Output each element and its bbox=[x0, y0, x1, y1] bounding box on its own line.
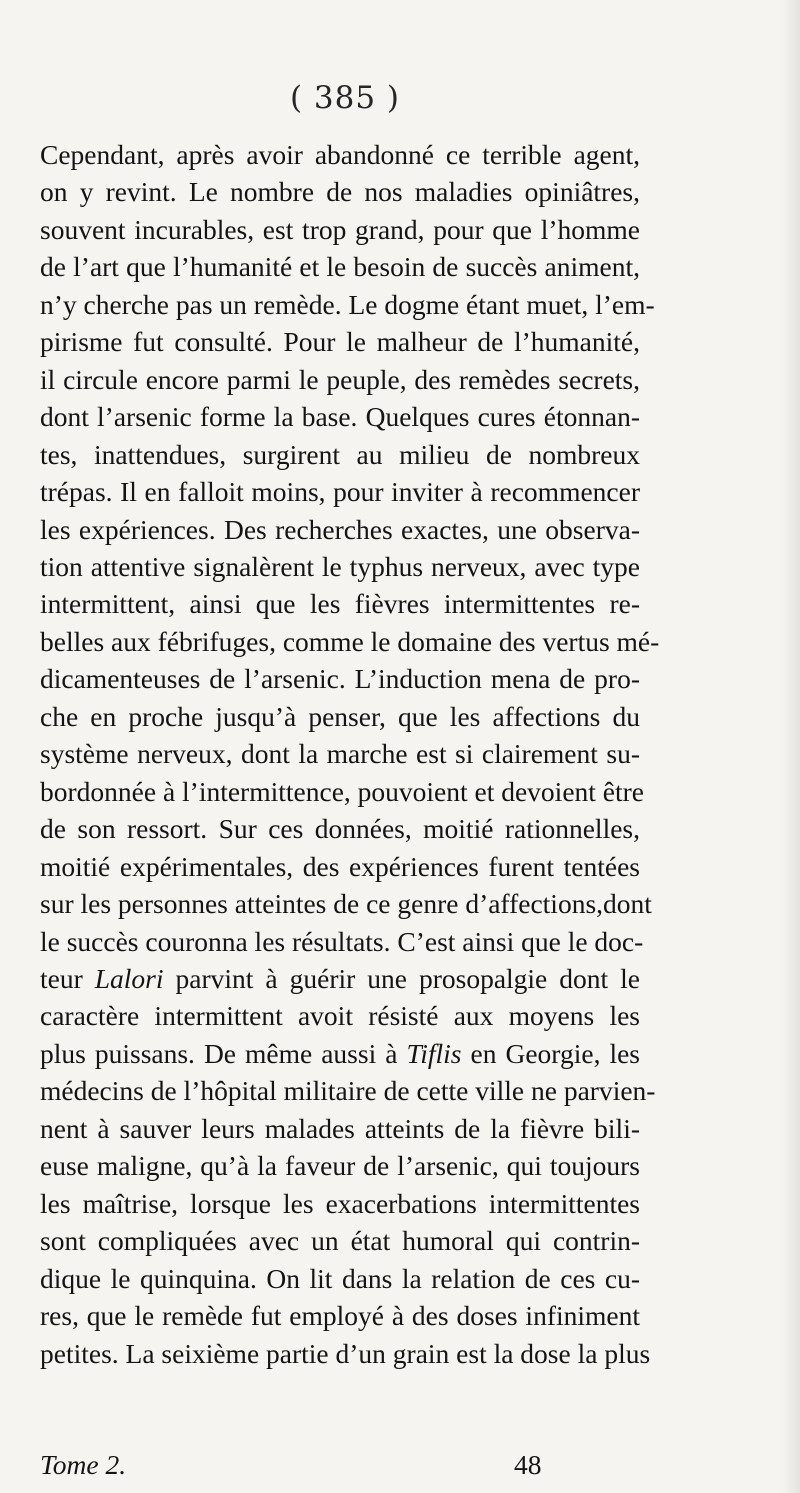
italic-name: Tiflis bbox=[406, 1037, 462, 1069]
text-line: médecins de l’hôpital militaire de cette ville ne parvien- bbox=[40, 1075, 656, 1107]
text-line: tes, inattendues, surgirent au milieu de nombreux bbox=[40, 438, 640, 470]
signature-mark: 48 bbox=[514, 1449, 542, 1480]
italic-name: Lalori bbox=[94, 962, 164, 994]
text-line: petites. La seixième partie d’un grain est la dose la plus bbox=[40, 1337, 651, 1369]
body-text bbox=[40, 136, 660, 1372]
text-line: dique le quinquina. On lit dans la relation de ces cu- bbox=[40, 1262, 640, 1294]
text-line: sur les personnes atteintes de ce genre d’affections,dont bbox=[40, 888, 652, 920]
text-line: on y revint. Le nombre de nos maladies opiniâtres, bbox=[40, 176, 640, 208]
text-line: che en proche jusqu’à penser, que les affections du bbox=[40, 700, 640, 732]
text-line: res, que le remède fut employé à des doses infiniment bbox=[40, 1300, 640, 1332]
text-line: caractère intermittent avoit résisté aux moyens les bbox=[40, 1000, 640, 1032]
text-line: n’y cherche pas un remède. Le dogme étant muet, l’em- bbox=[40, 288, 655, 320]
text-line: nent à sauver leurs malades atteints de la fièvre bili- bbox=[40, 1112, 640, 1144]
text-line: de l’art que l’humanité et le besoin de succès animent, bbox=[40, 251, 640, 283]
text-line: système nerveux, dont la marche est si clairement su- bbox=[40, 738, 640, 770]
text-line: bordonnée à l’intermittence, pouvoient et devoient être bbox=[40, 775, 645, 807]
text-line: de son ressort. Sur ces données, moitié rationnelles, bbox=[40, 813, 640, 845]
text-line: moitié expérimentales, des expériences furent tentées bbox=[40, 850, 640, 882]
text-line: pirisme fut consulté. Pour le malheur de l’humanité, bbox=[40, 326, 640, 358]
text-line: euse maligne, qu’à la faveur de l’arsenic, qui toujours bbox=[40, 1150, 640, 1182]
text-line: teur Lalori parvint à guérir une prosopalgie dont le bbox=[40, 962, 640, 994]
text-line: belles aux fébrifuges, comme le domaine des vertus mé- bbox=[40, 625, 660, 657]
text-line: souvent incurables, est trop grand, pour que l’homme bbox=[40, 213, 640, 245]
text-line: tion attentive signalèrent le typhus nerveux, avec type bbox=[40, 550, 640, 582]
text-line: les expériences. Des recherches exactes, une observa- bbox=[40, 513, 640, 545]
text-line: sont compliquées avec un état humoral qui contrin- bbox=[40, 1225, 640, 1257]
text-line: trépas. Il en falloit moins, pour inviter à recommencer bbox=[40, 476, 640, 508]
page-number: ( 385 ) bbox=[289, 80, 401, 116]
text-line: le succès couronna les résultats. C’est ainsi que le doc- bbox=[40, 925, 644, 957]
text-line: les maîtrise, lorsque les exacerbations intermittentes bbox=[40, 1187, 640, 1219]
text-line: intermittent, ainsi que les fièvres intermittentes re- bbox=[40, 588, 640, 620]
volume-label: Tome 2. bbox=[40, 1449, 127, 1480]
text-line: il circule encore parmi le peuple, des remèdes secrets, bbox=[40, 363, 640, 395]
text-line: dont l’arsenic forme la base. Quelques cures étonnan- bbox=[40, 401, 640, 433]
text-line: Cependant, après avoir abandonné ce terrible agent, bbox=[40, 139, 640, 170]
text-line: dicamenteuses de l’arsenic. L’induction mena de pro- bbox=[40, 663, 640, 695]
text-line: plus puissans. De même aussi à Tiflis en Georgie, les bbox=[40, 1037, 641, 1069]
page-edge-shadow bbox=[782, 0, 800, 1493]
